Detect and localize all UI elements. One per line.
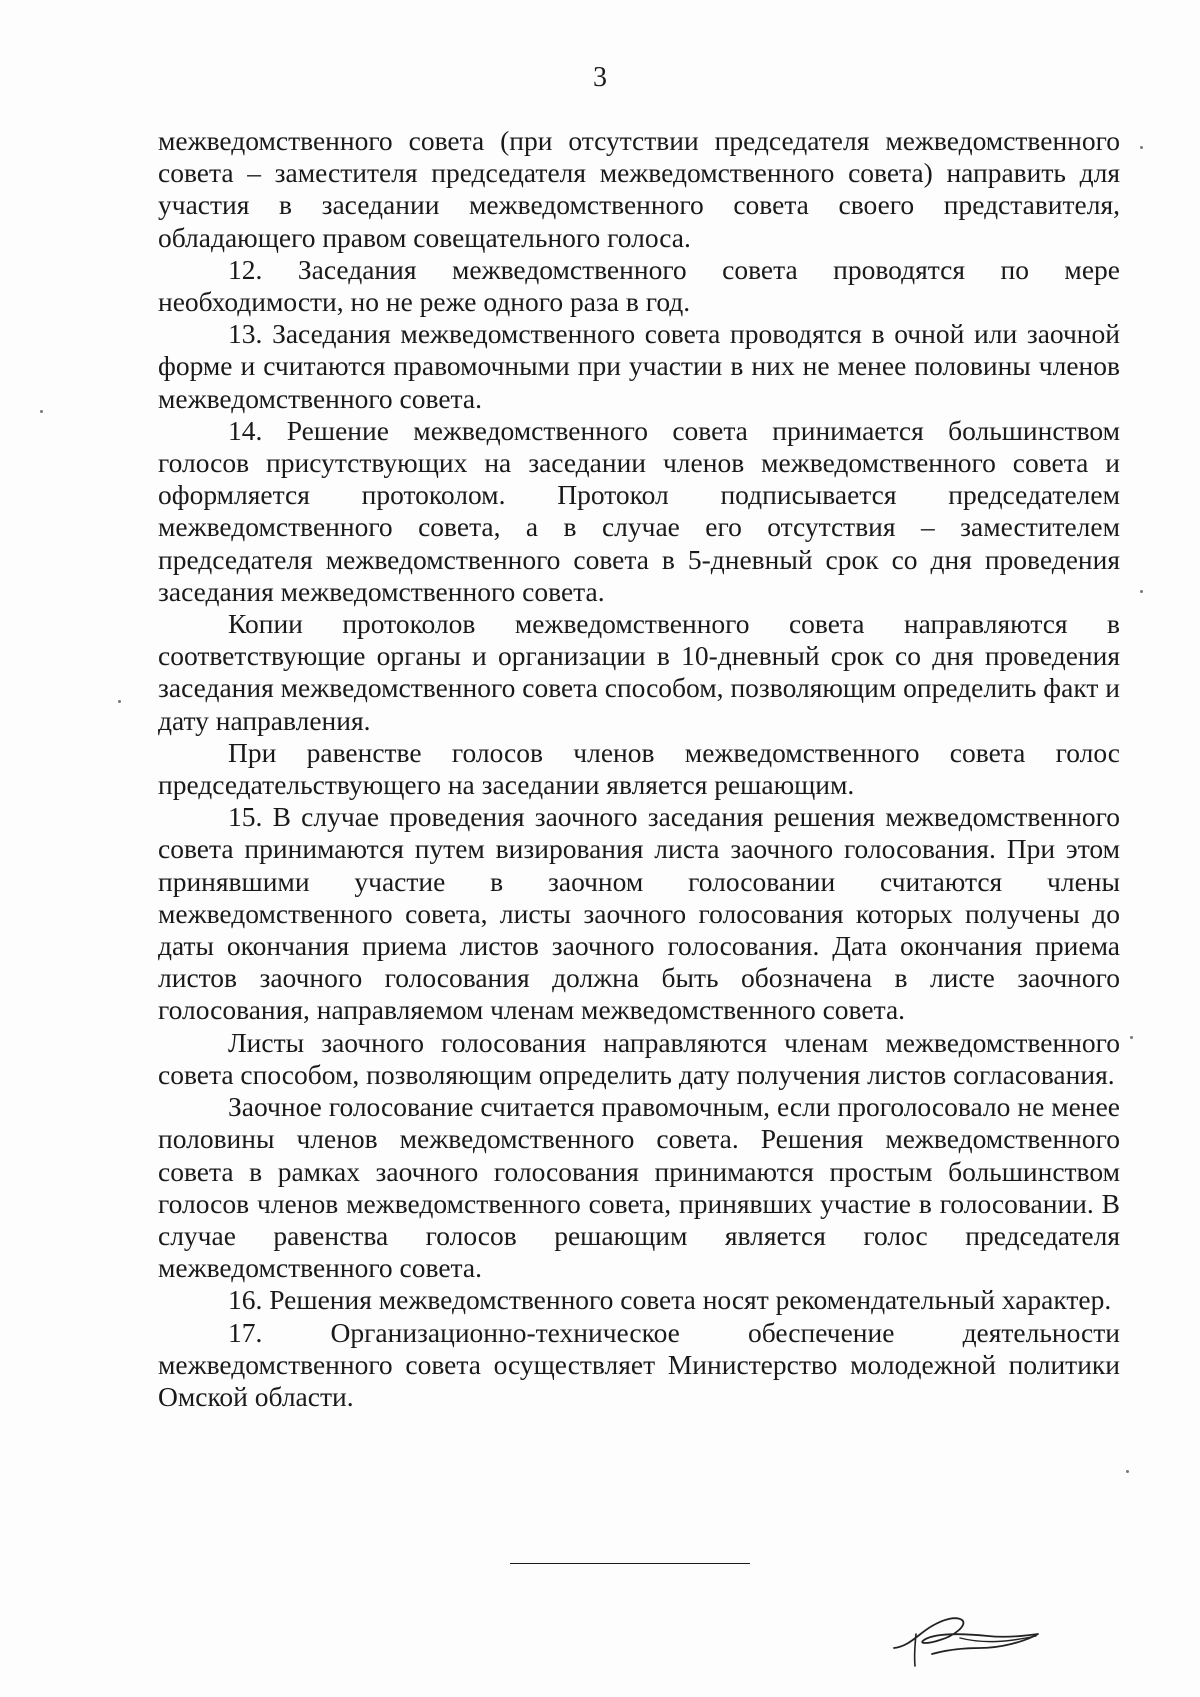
paragraph-item-13: 13. Заседания межведомственного совета проводятся в очной или заочной форме и считаются правомочными при участии в них не менее половины членов межведомственного совета.	[158, 318, 1120, 414]
paragraph-item-15: 15. В случае проведения заочного заседания решения межведомственного совета принимаются путем визирования листа заочного голосования. При этом принявшими участие в заочном голосовании считаются члены межведомственного совета, листы заочного голосования которых получены до даты окончания приема листов заочного голосования. Дата окончания приема листов заочного голосования должна быть обозначена в листе заочного голосования, направляемом членам межведомственного совета.	[158, 801, 1120, 1026]
paragraph-item-16: 16. Решения межведомственного совета носят рекомендательный характер.	[228, 1284, 1112, 1316]
scan-speck	[40, 410, 43, 413]
paragraph-voting-sheets: Листы заочного голосования направляются членам межведомственного совета способом, позволяющим определить дату получения листов согласования.	[158, 1026, 1120, 1090]
scan-speck	[1130, 1036, 1133, 1039]
paragraph-item-12: 12. Заседания межведомственного совета проводятся по мере необходимости, но не реже одного раза в год.	[158, 253, 1120, 318]
closing-divider-line	[510, 1563, 750, 1564]
paragraph-tie-vote: При равенстве голосов членов межведомственного совета голос председательствующего на заседании является решающим.	[158, 736, 1120, 801]
scan-speck	[118, 700, 121, 703]
scan-speck	[1140, 146, 1143, 149]
scan-speck	[1140, 590, 1143, 593]
page-number: 3	[593, 62, 607, 93]
paragraph-item-17: 17. Организационно-техническое обеспечение деятельности межведомственного совета осуществляет Министерство молодежной политики Омской области.	[158, 1316, 1120, 1412]
paragraph-item-14: 14. Решение межведомственного совета принимается большинством голосов присутствующих на заседании членов межведомственного совета и оформляется протоколом. Протокол подписывается председателем межведомственного совета, а в случае его отсутствия – заместителем председателя межведомственного совета в 5-дневный срок со дня проведения заседания межведомственного совета.	[158, 414, 1120, 607]
handwritten-signature	[888, 1600, 1048, 1670]
paragraph-continuation: межведомственного совета (при отсутствии председателя межведомственного совета – заместителя председателя межведомственного совета) направить для участия в заседании межведомственного совета своего представителя, обладающего правом совещательного голоса.	[158, 125, 1120, 253]
paragraph-absentee-quorum: Заочное голосование считается правомочным, если проголосовало не менее половины членов межведомственного совета. Решения межведомственного совета в рамках заочного голосования принимаются простым большинством голосов членов межведомственного совета, принявших участие в голосовании. В случае равенства голосов решающим является голос председателя межведомственного совета.	[158, 1091, 1120, 1284]
document-body	[158, 125, 1120, 1413]
paragraph-protocol-copies: Копии протоколов межведомственного совета направляются в соответствующие органы и организации в 10-дневный срок со дня проведения заседания межведомственного совета способом, позволяющим определить факт и дату направления.	[158, 608, 1120, 736]
scan-speck	[1126, 1470, 1129, 1473]
